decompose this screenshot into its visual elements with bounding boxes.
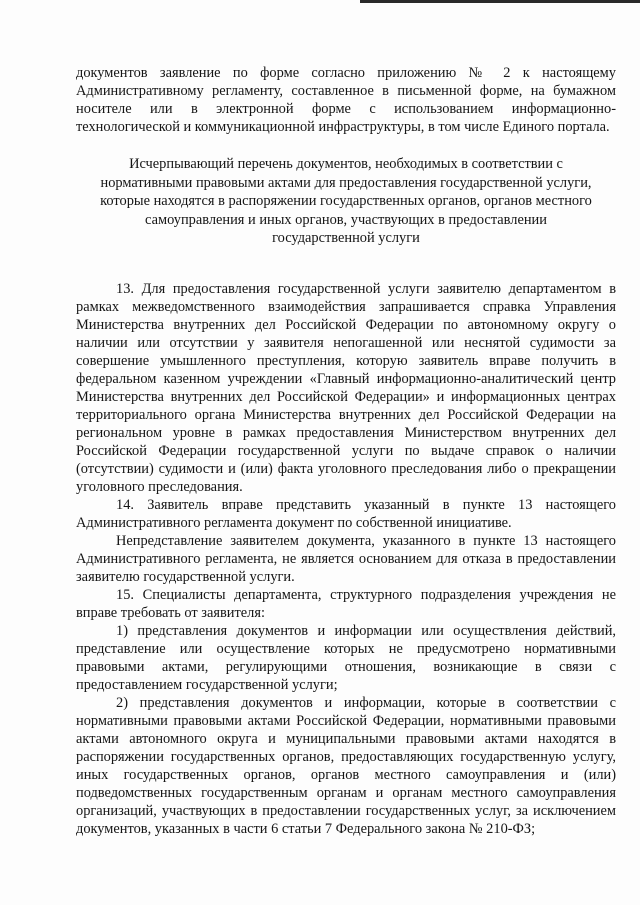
paragraph-15-item-2: 2) представления документов и информации, которые в соответствии с нормативными правовыми актами Российской Федерации, нормативными правовыми актами автономного округа и муниципальными правовыми актами находятся в распоряжении государственных органов, предоставляющих государственную услугу, иных государственных органов, органов местного самоуправления и (или) подведомственных государственным органам и органам местного самоуправления организаций, участвующих в предоставлении государственных услуг, за исключением документов, указанных в части 6 статьи 7 Федерального закона № 210-ФЗ;	[76, 694, 616, 837]
paragraph-15: 15. Специалисты департамента, структурного подразделения учреждения не вправе требовать от заявителя:	[76, 586, 616, 621]
paragraph-13: 13. Для предоставления государственной услуги заявителю департаментом в рамках межведомственного взаимодействия запрашивается справка Управления Министерства внутренних дел Российской Федерации по автономному округу о наличии или отсутствии у заявителя непогашенной или неснятой судимости за совершение умышленного преступления, которую заявитель вправе получить в федеральном казенном учреждении «Главный информационно-аналитический центр Министерства внутренних дел Российской Федерации» и информационных центрах территориального органа Министерства внутренних дел Российской Федерации на региональном уровне в рамках предоставления Министерством внутренних дел Российской Федерации государственной услуги по выдаче справок о наличии (отсутствии) судимости и (или) факта уголовного преследования либо о прекращении уголовного преследования.	[76, 280, 616, 495]
document-body	[76, 64, 616, 838]
paragraph-14-note: Непредставление заявителем документа, указанного в пункте 13 настоящего Административного регламента, не является основанием для отказа в предоставлении заявителю государственной услуги.	[76, 532, 616, 585]
section-heading: Исчерпывающий перечень документов, необходимых в соответствии с нормативными правовыми актами для предоставления государственной услуги, которые находятся в распоряжении государственных органов, органов местного самоуправления и иных органов, участвующих в предоставлении государственной услуги	[100, 156, 592, 246]
spacer	[76, 248, 616, 280]
scan-top-edge	[360, 0, 640, 3]
paragraph-14: 14. Заявитель вправе представить указанный в пункте 13 настоящего Административного регламента документ по собственной инициативе.	[76, 496, 616, 531]
paragraph-15-item-1: 1) представления документов и информации или осуществления действий, представление или осуществление которых не предусмотрено нормативными правовыми актами, регулирующими отношения, возникающие в связи с предоставлением государственной услуги;	[76, 622, 616, 693]
paragraph-continuation: документов заявление по форме согласно приложению № 2 к настоящему Административному регламенту, составленное в письменной форме, на бумажном носителе или в электронной форме с использованием информационно-технологической и коммуникационной инфраструктуры, в том числе Единого портала.	[76, 65, 616, 135]
